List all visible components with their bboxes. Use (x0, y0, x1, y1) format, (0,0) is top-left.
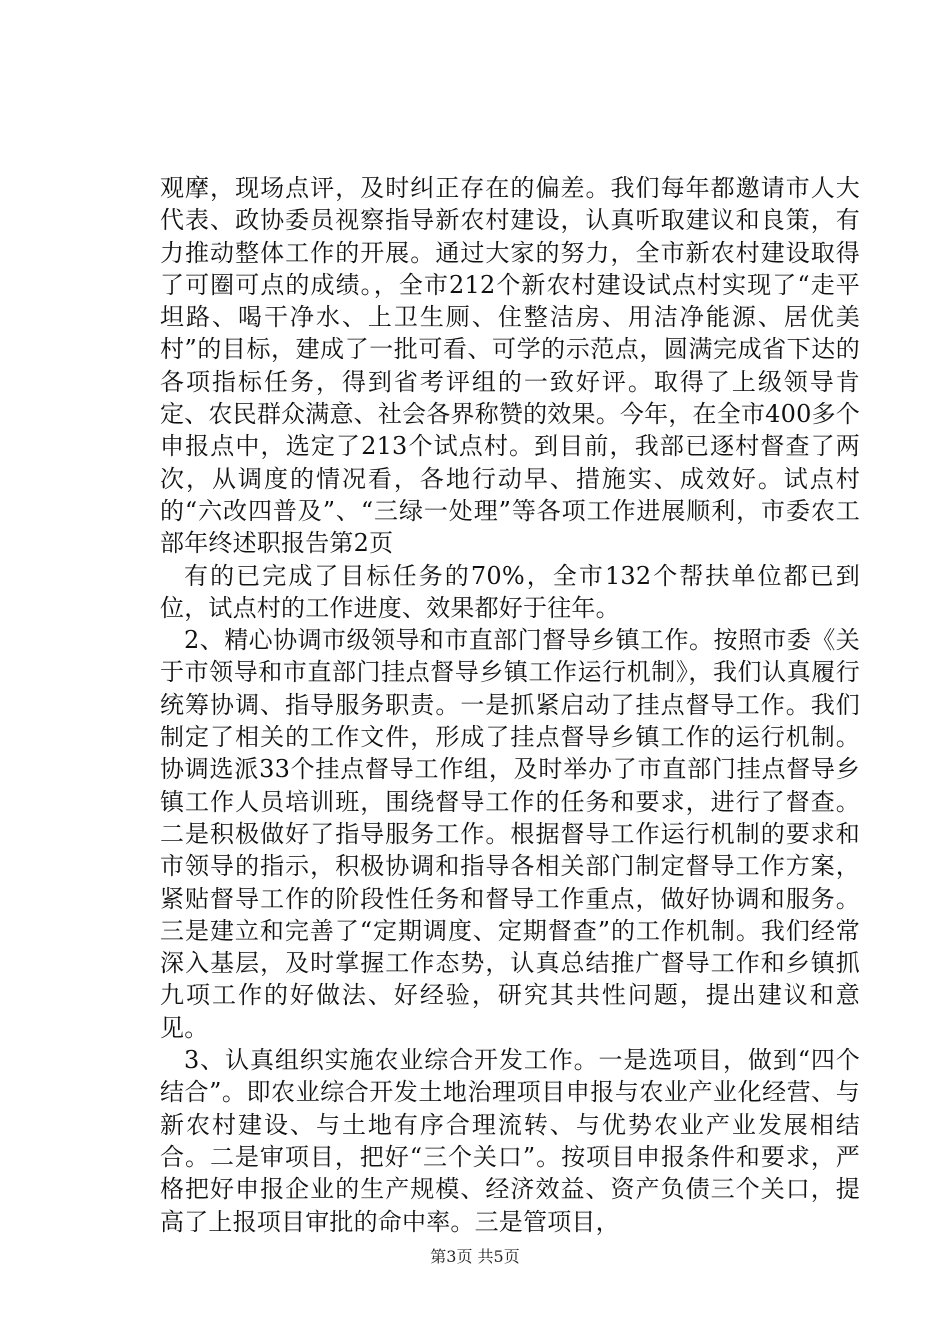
paragraph-progress: 有的已完成了目标任务的70%，全市132个帮扶单位都已到位，试点村的工作进度、效果都好于往年。 (160, 561, 860, 622)
paragraph-item-2: 2、精心协调市级领导和市直部门督导乡镇工作。按照市委《关于市领导和市直部门挂点督导乡镇工作运行机制》，我们认真履行统筹协调、指导服务职责。一是抓紧启动了挂点督导工作。我们制定了相关的工作文件，形成了挂点督导乡镇工作的运行机制。协调选派33个挂点督导工作组，及时举办了市直部门挂点督导乡镇工作人员培训班，围绕督导工作的任务和要求，进行了督查。二是积极做好了指导服务工作。根据督导工作运行机制的要求和市领导的指示，积极协调和指导各相关部门制定督导工作方案，紧贴督导工作的阶段性任务和督导工作重点，做好协调和服务。三是建立和完善了“定期调度、定期督查”的工作机制。我们经常深入基层，及时掌握工作态势，认真总结推广督导工作和乡镇抓九项工作的好做法、好经验，研究其共性问题，提出建议和意见。 (160, 626, 860, 1042)
paragraph-item-3: 3、认真组织实施农业综合开发工作。一是选项目，做到“四个结合”。即农业综合开发土地治理项目申报与农业产业化经营、与新农村建设、与土地有序合理流转、与优势农业产业发展相结合。二是审项目，把好“三个关口”。按项目申报条件和要求，严格把好申报企业的生产规模、经济效益、资产负债三个关口，提高了上报项目审批的命中率。三是管项目， (160, 1046, 860, 1236)
page-footer: 第3页 共5页 (430, 1247, 520, 1266)
document-body (160, 172, 860, 1238)
paragraph-continuation: 观摩，现场点评，及时纠正存在的偏差。我们每年都邀请市人大代表、政协委员视察指导新农村建设，认真听取建议和良策，有力推动整体工作的开展。通过大家的努力，全市新农村建设取得了可圈可点的成绩。，全市212个新农村建设试点村实现了“走平坦路、喝干净水、上卫生厕、住整洁房、用洁净能源、居优美村”的目标，建成了一批可看、可学的示范点，圆满完成省下达的各项指标任务，得到省考评组的一致好评。取得了上级领导肯定、农民群众满意、社会各界称赞的效果。今年，在全市400多个申报点中，选定了213个试点村。到目前，我部已逐村督查了两次，从调度的情况看，各地行动早、措施实、成效好。试点村的“六改四普及”、“三绿一处理”等各项工作进展顺利，市委农工部年终述职报告第2页 (160, 174, 860, 558)
